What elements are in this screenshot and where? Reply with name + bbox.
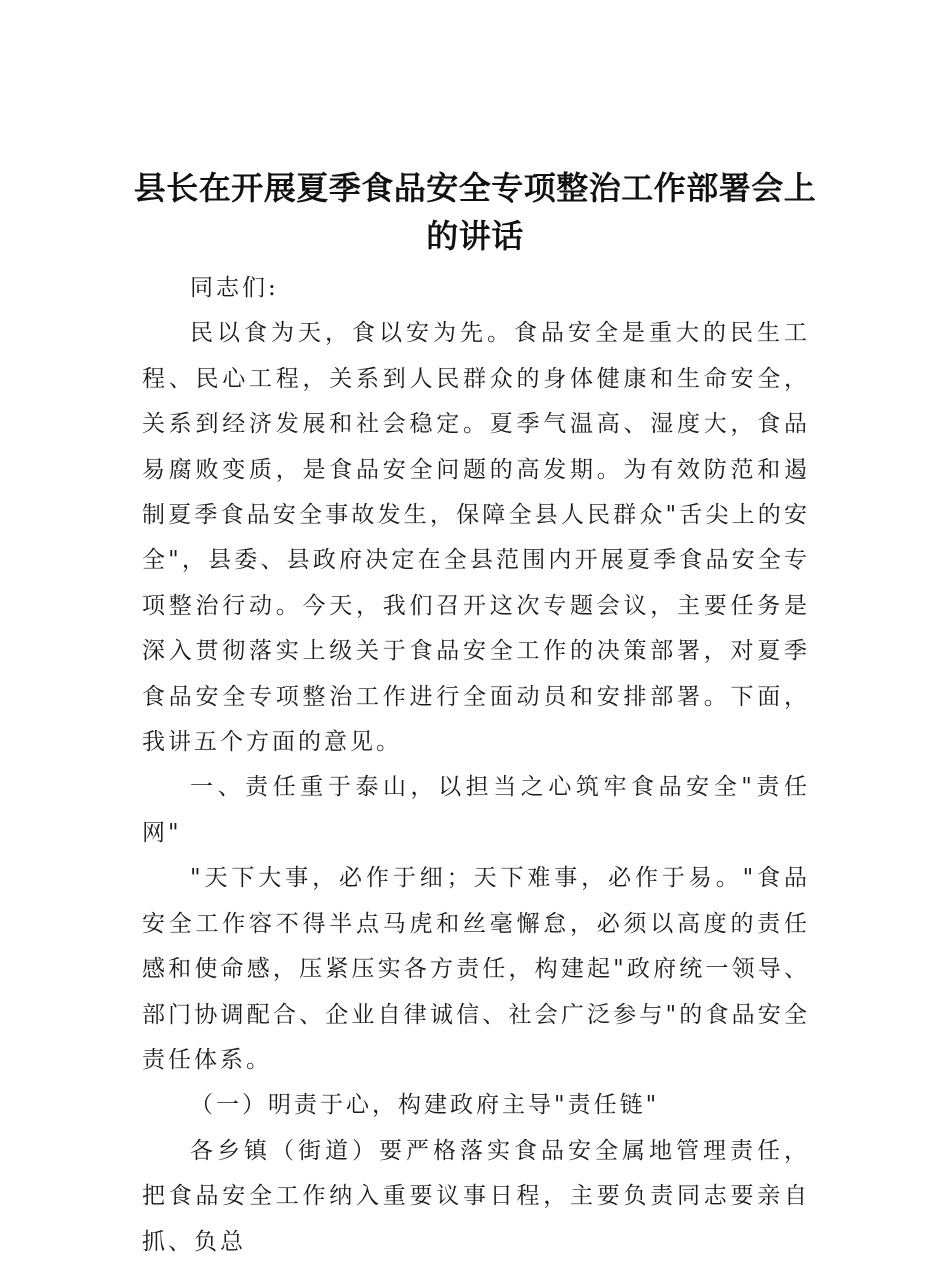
subsection-heading: （一）明责于心，构建政府主导"责任链" xyxy=(190,1092,660,1119)
body-paragraph: 民以食为天，食以安为先。食品安全是重大的民生工程、民心工程，关系到人民群众的身体健康和生命安全，关系到经济发展和社会稳定。夏季气温高、湿度大，食品易腐败变质，是食品安全问题的高发期。为有效防范和遏制夏季食品安全事故发生，保障全县人民群众"舌尖上的安全"，县委、县政府决定在全县范围内开展夏季食品安全专项整治行动。今天，我们召开这次专题会议，主要任务是深入贯彻落实上级关于食品安全工作的决策部署，对夏季食品安全专项整治工作进行全面动员和安排部署。下面，我讲五个方面的意见。 xyxy=(142,320,810,756)
body-paragraph: "天下大事，必作于细；天下难事，必作于易。"食品安全工作容不得半点马虎和丝毫懈怠，必须以高度的责任感和使命感，压紧压实各方责任，构建起"政府统一领导、部门协调配合、企业自律诚信、社会广泛参与"的食品安全责任体系。 xyxy=(142,865,810,1073)
body-paragraph: 各乡镇（街道）要严格落实食品安全属地管理责任，把食品安全工作纳入重要议事日程，主要负责同志要亲自抓、负总 xyxy=(142,1137,810,1255)
document-title: 县长在开展夏季食品安全专项整治工作部署会上的讲话 xyxy=(133,169,817,255)
salutation: 同志们: xyxy=(190,275,279,301)
document-body xyxy=(142,266,810,1265)
section-heading: 一、责任重于泰山，以担当之心筑牢食品安全"责任网" xyxy=(142,774,810,846)
